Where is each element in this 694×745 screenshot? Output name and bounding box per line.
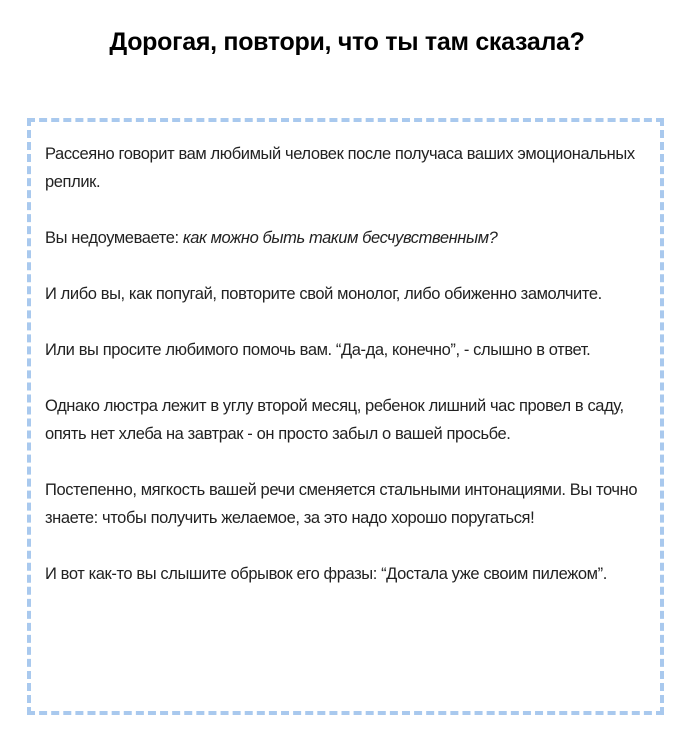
paragraph-4: Или вы просите любимого помочь вам. “Да-да, конечно”, - слышно в ответ. <box>45 341 591 359</box>
paragraph-3: И либо вы, как попугай, повторите свой монолог, либо обиженно замолчите. <box>45 285 602 303</box>
paragraph-2 <box>45 224 650 252</box>
article-body <box>45 140 650 588</box>
paragraph-2-lead: Вы недоумеваете: <box>45 229 183 247</box>
italic-question: как можно быть таким бесчувственным? <box>182 229 498 247</box>
paragraph-6: Постепенно, мягкость вашей речи сменяется стальными интонациями. Вы точно знаете: чтобы получить желаемое, за это надо хорошо поругаться! <box>45 481 638 527</box>
article-title: Дорогая, повтори, что ты там сказала? <box>109 28 585 56</box>
paragraph-1: Рассеяно говорит вам любимый человек после получаса ваших эмоциональных реплик. <box>45 145 635 191</box>
paragraph-5: Однако люстра лежит в углу второй месяц, ребенок лишний час провел в саду, опять нет хлеба на завтрак - он просто забыл о вашей просьбе. <box>45 397 624 443</box>
paragraph-7: И вот как-то вы слышите обрывок его фразы: “Достала уже своим пилежом”. <box>45 565 607 583</box>
